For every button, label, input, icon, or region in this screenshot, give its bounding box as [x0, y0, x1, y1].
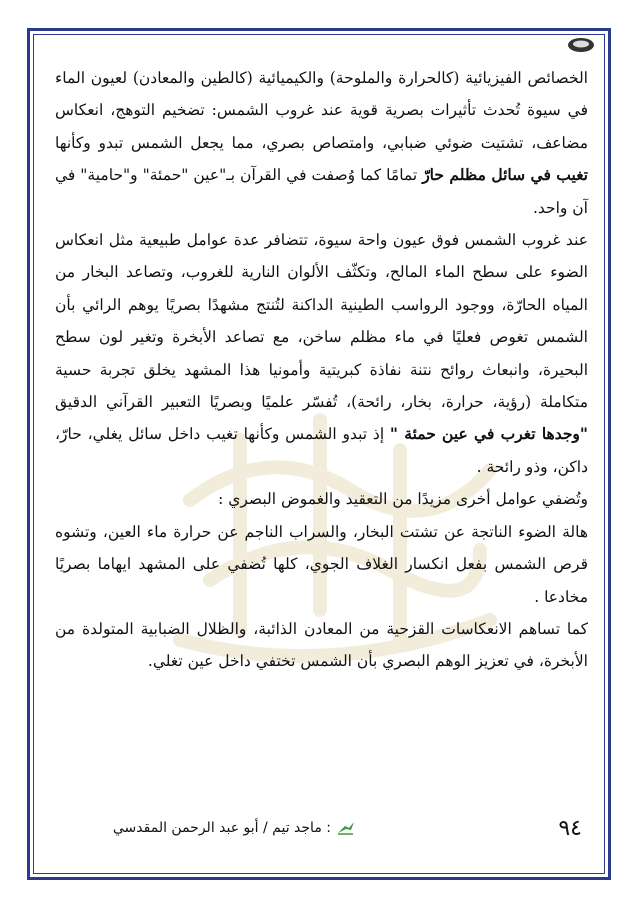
paragraph-4: هالة الضوء الناتجة عن تشتت البخار، والسراب الناجم عن حرارة ماء العين، وتشوه قرص الشمس بفعل انكسار الغلاف الجوي، كلها تُضفي على المشهد ايهاما بصريًا مخادعا . [55, 522, 588, 606]
pen-icon [337, 821, 355, 835]
quran-quote: "وجدها تغرب في عين حمئة " [389, 424, 588, 444]
paragraph-3: وتُضفي عوامل أخرى مزيدًا من التعقيد والغموض البصري : [218, 490, 588, 509]
paragraph-1: الخصائص الفيزيائية (كالحرارة والملوحة) والكيميائية (كالطين والمعادن) لعيون الماء في سيوة تُحدث تأثيرات بصرية قوية عند غروب الشمس: تضخيم التوهج، انعكاس مضاعف، تشتيت ضوئي ضبابي، وامتصاص بصري، مما يجعل الشمس تبدو وكأنها تغيب في سائل مظلم حارّ تمامًا كما وُصفت في القرآن بـ"عين "حمئة" و"حامية" في آن واحد. [55, 69, 588, 217]
page-body [55, 62, 588, 678]
book-logo-icon [566, 36, 596, 54]
author-credit [113, 820, 355, 836]
page-number: ٩٤ [558, 816, 582, 841]
paragraph-5: كما تساهم الانعكاسات القزحية من المعادن الذائبة، والظلال الضبابية المتولدة من الأبخرة، في تعزيز الوهم البصري بأن الشمس تختفي داخل عين تغلي. [55, 619, 588, 671]
page-footer [40, 816, 600, 844]
paragraph-2: عند غروب الشمس فوق عيون واحة سيوة، تتضافر عدة عوامل طبيعية مثل انعكاس الضوء على سطح الماء المالح، وتكثّف الألوان النارية للغروب، وتصاعد البخار من المياه الحارّة، ووجود الرواسب الطينية الداكنة لتُنتج مشهدًا بصريًا يوهم الرائي بأن الشمس تغوص فعليًا في ماء مظلم ساخن، مع تصاعد الأبخرة وتغير لون سطح البحيرة، وانبعاث روائح نتنة نفاذة كبريتية وأمونيا هذا المشهد يخلق تجربة حسية متكاملة (رؤية، حرارة، بخار، رائحة)، تُفسّر علميًا وبصريًا التعبير القرآني الدقيق "وجدها تغرب في عين حمئة " إذ تبدو الشمس وكأنها تغيب داخل سائل يغلي، حارّ، داكن، وذو رائحة . [55, 231, 588, 476]
author-name: : ماجد تيم / أبو عبد الرحمن المقدسي [112, 820, 331, 836]
bold-phrase-1: تغيب في سائل مظلم حارّ [422, 165, 588, 185]
